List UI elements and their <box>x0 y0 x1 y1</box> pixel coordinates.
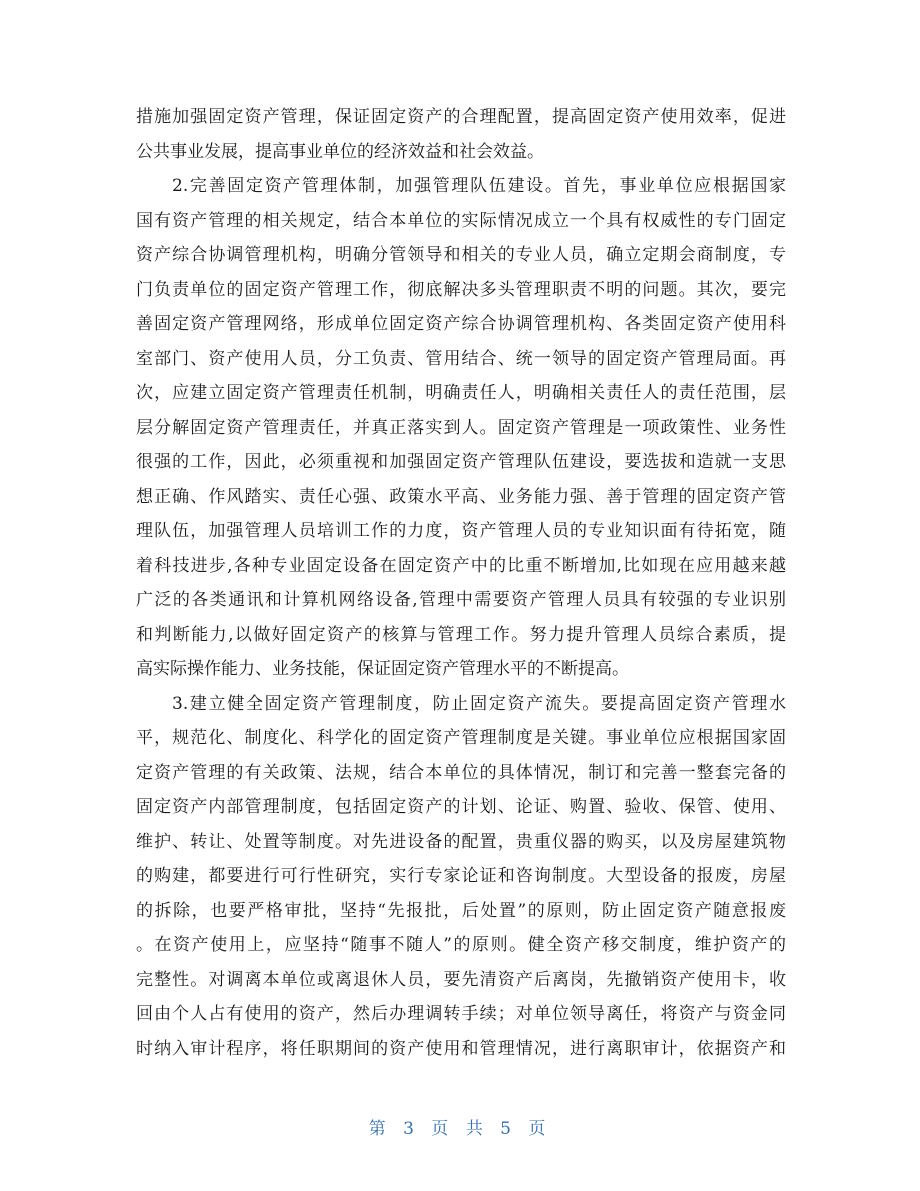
text-line: 和判断能力,以做好固定资产的核算与管理工作。努力提升管理人员综合素质，提 <box>136 624 786 645</box>
text-line: 理队伍，加强管理人员培训工作的力度，资产管理人员的专业知识面有待拓宽，随 <box>136 521 786 541</box>
text-line: 想正确、作风踏实、责任心强、政策水平高、业务能力强、善于管理的固定资产管 <box>136 486 786 507</box>
text-line: 维护、转让、处置等制度。对先进设备的配置，贵重仪器的购买，以及房屋建筑物 <box>136 831 786 852</box>
text-line: 3.建立健全固定资产管理制度，防止固定资产流失。要提高固定资产管理水 <box>172 693 786 714</box>
document-body <box>136 100 786 1066</box>
text-line: 广泛的各类通讯和计算机网络设备,管理中需要资产管理人员具有较强的专业识别 <box>136 590 786 610</box>
text-line: 固定资产内部管理制度，包括固定资产的计划、论证、购置、验收、保管、使用、 <box>136 797 786 817</box>
text-line: 的拆除，也要严格审批，坚持“先报批，后处置”的原则，防止固定资产随意报废 <box>136 900 786 921</box>
text-line: 层分解固定资产管理责任，并真正落实到人。固定资产管理是一项政策性、业务性 <box>136 417 786 438</box>
text-line: 回由个人占有使用的资产，然后办理调转手续；对单位领导离任，将资产与资金同 <box>136 1004 786 1024</box>
text-line: 门负责单位的固定资产管理工作，彻底解决多头管理职责不明的问题。其次，要完 <box>136 279 786 300</box>
text-line: 时纳入审计程序，将任职期间的资产使用和管理情况，进行离职审计，依据资产和 <box>136 1038 786 1059</box>
text-line: 着科技进步,各种专业固定设备在固定资产中的比重不断增加,比如现在应用越来越 <box>136 555 786 576</box>
text-line: 次，应建立固定资产管理责任机制，明确责任人，明确相关责任人的责任范围，层 <box>136 383 786 403</box>
text-line: 的购建，都要进行可行性研究，实行专家论证和咨询制度。大型设备的报废，房屋 <box>136 866 786 886</box>
text-line: 资产综合协调管理机构，明确分管领导和相关的专业人员，确立定期会商制度，专 <box>136 245 786 265</box>
text-line: 很强的工作，因此，必须重视和加强固定资产管理队伍建设，要选拔和造就一支思 <box>136 452 786 472</box>
text-line: 平，规范化、制度化、科学化的固定资产管理制度是关键。事业单位应根据国家固 <box>136 728 786 748</box>
text-line: 。在资产使用上，应坚持“随事不随人”的原则。健全资产移交制度，维护资产的 <box>136 935 786 955</box>
text-line: 定资产管理的有关政策、法规，结合本单位的具体情况，制订和完善一整套完备的 <box>136 762 786 783</box>
text-line: 2.完善固定资产管理体制，加强管理队伍建设。首先，事业单位应根据国家 <box>172 176 786 196</box>
page-number-footer: 第 3 页 共 5 页 <box>368 1119 552 1139</box>
text-line: 国有资产管理的相关规定，结合本单位的实际情况成立一个具有权威性的专门固定 <box>136 210 786 231</box>
text-line: 公共事业发展，提高事业单位的经济效益和社会效益。 <box>136 141 544 162</box>
text-line: 高实际操作能力、业务技能，保证固定资产管理水平的不断提高。 <box>136 659 629 679</box>
text-line: 措施加强固定资产管理，保证固定资产的合理配置，提高固定资产使用效率，促进 <box>136 107 786 127</box>
text-line: 善固定资产管理网络，形成单位固定资产综合协调管理机构、各类固定资产使用科 <box>136 314 786 334</box>
text-line: 完整性。对调离本单位或离退休人员，要先清资产后离岗，先撤销资产使用卡，收 <box>136 969 786 990</box>
text-line: 室部门、资产使用人员，分工负责、管用结合、统一领导的固定资产管理局面。再 <box>136 348 786 369</box>
